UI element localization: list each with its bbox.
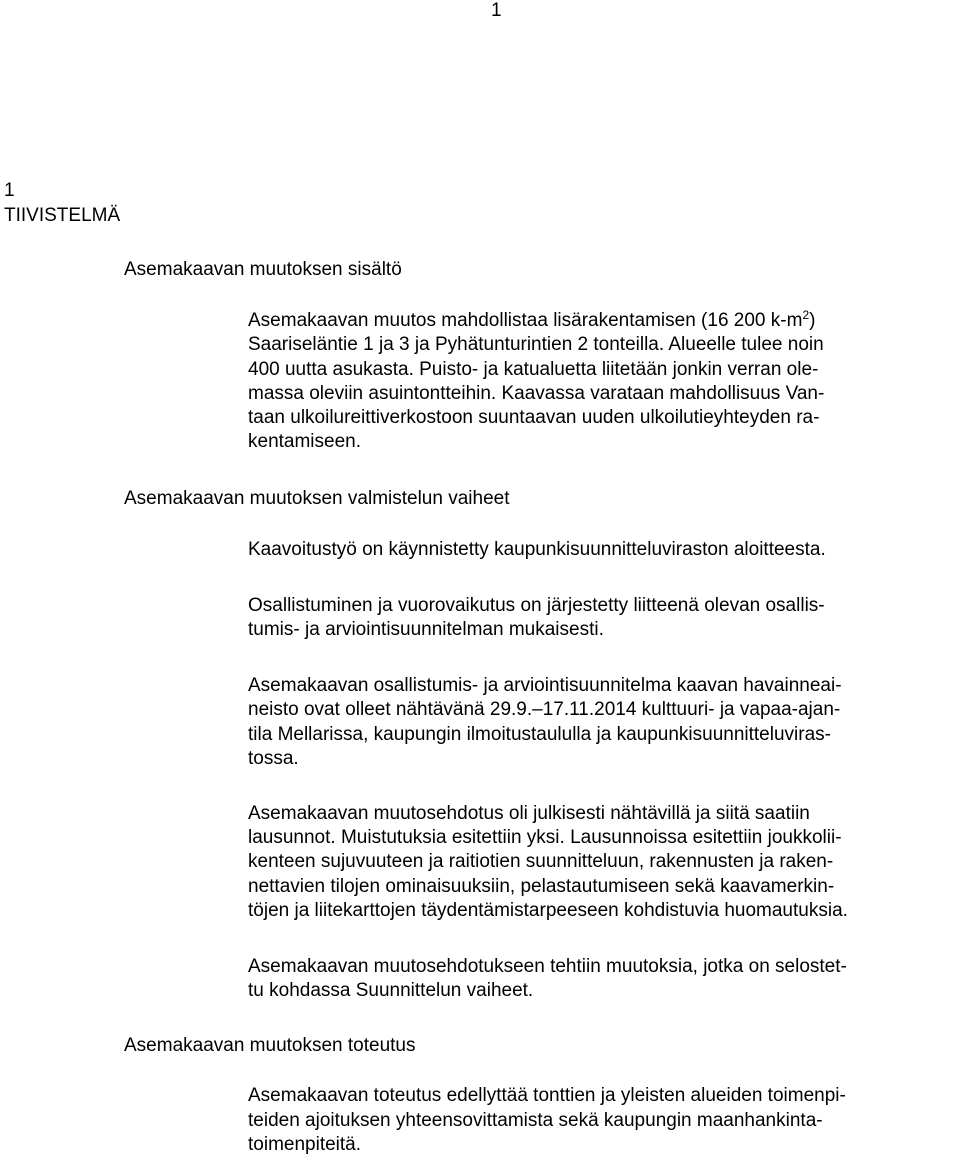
text-line: tu kohdassa Suunnittelun vaiheet. xyxy=(248,980,534,1001)
text-line: tila Mellarissa, kaupungin ilmoitustaululla ja kaupunkisuunnitteluviras- xyxy=(248,724,831,745)
text-line: nettavien tilojen ominaisuuksiin, pelastautumiseen sekä kaavamerkin- xyxy=(248,876,835,897)
chapter-number: 1 xyxy=(4,180,15,201)
superscript: 2 xyxy=(802,308,810,322)
text-line: Osallistuminen ja vuorovaikutus on järjestetty liitteenä olevan osallis- xyxy=(248,595,825,616)
text-line: tossa. xyxy=(248,748,299,769)
text-line: Asemakaavan osallistumis- ja arviointisuunnitelma kaavan havainneai- xyxy=(248,675,842,696)
text-line: tumis- ja arviointisuunnitelman mukaisesti. xyxy=(248,619,604,640)
section-heading: Asemakaavan muutoksen sisältö xyxy=(124,259,402,280)
chapter-title: TIIVISTELMÄ xyxy=(4,205,121,226)
text-line: Kaavoitustyö on käynnistetty kaupunkisuunnitteluviraston aloitteesta. xyxy=(248,539,826,560)
text-line: töjen ja liitekarttojen täydentämistarpeeseen kohdistuvia huomautuksia. xyxy=(248,900,848,921)
text-line: 400 uutta asukasta. Puisto- ja katualuetta liitetään jonkin verran ole- xyxy=(248,359,819,380)
text-line: taan ulkoilureittiverkostoon suuntaavan uuden ulkoilutieyhteyden ra- xyxy=(248,407,820,428)
text-line: Asemakaavan muutos mahdollistaa lisärakentamisen (16 200 $k-m^2$) xyxy=(248,308,816,331)
text-line: Asemakaavan muutosehdotus oli julkisesti nähtävillä ja siitä saatiin xyxy=(248,803,810,824)
text-line: toimenpiteitä. xyxy=(248,1134,362,1155)
text-line: massa oleviin asuintontteihin. Kaavassa varataan mahdollisuus Van- xyxy=(248,383,825,404)
text-line: Asemakaavan toteutus edellyttää tonttien ja yleisten alueiden toimenpi- xyxy=(248,1085,846,1106)
text-line: kentamiseen. xyxy=(248,431,362,452)
section-heading: Asemakaavan muutoksen valmistelun vaiheet xyxy=(124,488,510,509)
text-line: Asemakaavan muutosehdotukseen tehtiin muutoksia, jotka on selostet- xyxy=(248,956,847,977)
section-heading: Asemakaavan muutoksen toteutus xyxy=(124,1035,416,1056)
text-line: teiden ajoituksen yhteensovittamista sekä kaupungin maanhankinta- xyxy=(248,1110,823,1131)
text-line: lausunnot. Muistutuksia esitettiin yksi. Lausunnoissa esitettiin joukkolii- xyxy=(248,827,842,848)
text-line: kenteen sujuvuuteen ja raitiotien suunnitteluun, rakennusten ja raken- xyxy=(248,851,834,872)
text-line: Saariseläntie 1 ja 3 ja Pyhätunturintien 2 tonteilla. Alueelle tulee noin xyxy=(248,334,824,355)
text-line: neisto ovat olleet nähtävänä 29.9.–17.11.2014 kulttuuri- ja vapaa-ajan- xyxy=(248,699,841,720)
page-number: 1 xyxy=(491,0,502,21)
